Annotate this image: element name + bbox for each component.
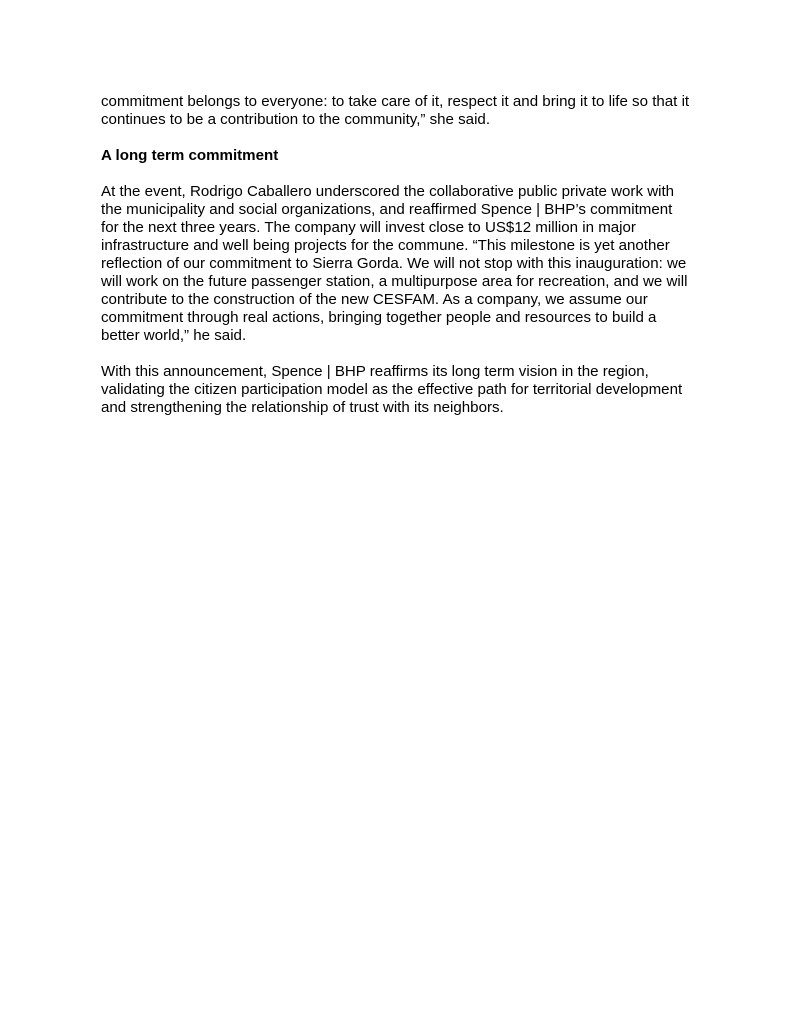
text-line: continues to be a contribution to the community,” she said. — [101, 111, 491, 128]
text-line: commitment through real actions, bringing together people and resources to build a — [101, 309, 657, 326]
text-line: contribute to the construction of the new CESFAM. As a company, we assume our — [101, 291, 648, 308]
section-heading: A long term commitment — [101, 147, 279, 164]
paragraph-closing-quote — [101, 93, 721, 129]
paragraph-spacer — [101, 165, 721, 183]
text-line: and strengthening the relationship of trust with its neighbors. — [101, 399, 504, 416]
text-line: will work on the future passenger station, a multipurpose area for recreation, and we will — [101, 273, 688, 290]
text-line: the municipality and social organizations, and reaffirmed Spence | BHP’s commitment — [101, 201, 673, 218]
text-line: At the event, Rodrigo Caballero underscored the collaborative public private work with — [101, 183, 675, 200]
paragraph-spacer — [101, 345, 721, 363]
text-line: infrastructure and well being projects for the commune. “This milestone is yet another — [101, 237, 670, 254]
text-line: for the next three years. The company will invest close to US$12 million in major — [101, 219, 636, 236]
text-line: With this announcement, Spence | BHP reaffirms its long term vision in the region, — [101, 363, 649, 380]
paragraph-spacer — [101, 129, 721, 147]
text-line: commitment belongs to everyone: to take care of it, respect it and bring it to life so that it — [101, 93, 690, 110]
text-line: better world,” he said. — [101, 327, 247, 344]
document-body — [101, 93, 721, 417]
text-line: reflection of our commitment to Sierra Gorda. We will not stop with this inauguration: we — [101, 255, 687, 272]
text-line: validating the citizen participation model as the effective path for territorial development — [101, 381, 683, 398]
paragraph-event-remarks — [101, 183, 721, 345]
paragraph-announcement — [101, 363, 721, 417]
